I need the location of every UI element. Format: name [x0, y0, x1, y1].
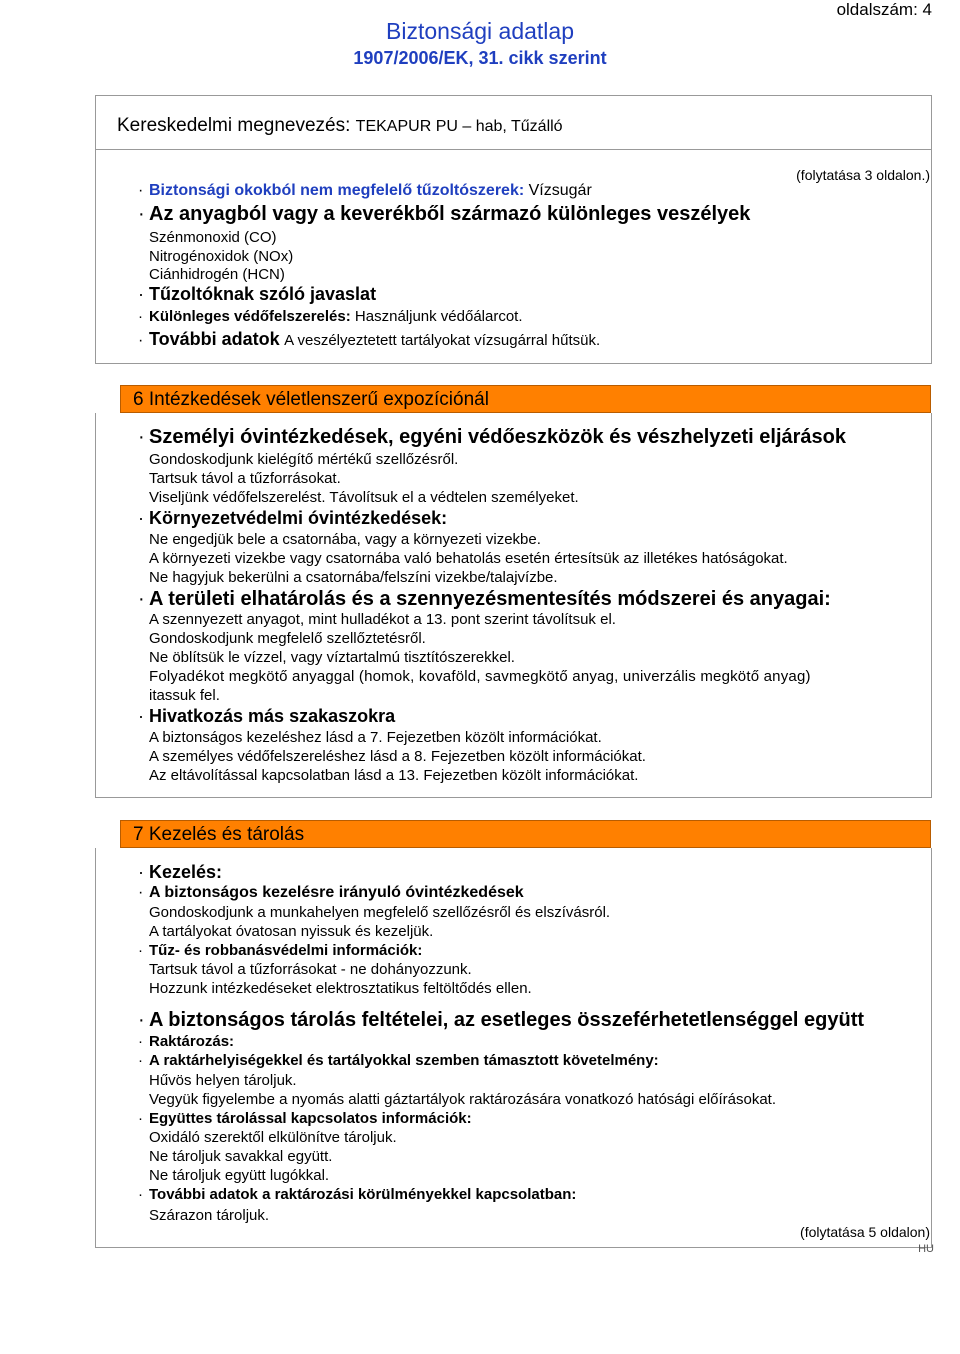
personal-item: Gondoskodjunk kielégítő mértékű szellőzésről.: [149, 451, 459, 468]
requirement-item: Hűvös helyen tároljuk.: [149, 1072, 297, 1089]
further-label: További adatok: [149, 329, 280, 349]
equipment-label: Különleges védőfelszerelés:: [149, 308, 351, 325]
cleanup-item: Ne öblítsük le vízzel, vagy víztartalmú tisztítószerekkel.: [149, 649, 515, 666]
joint-item: Oxidáló szerektől elkülönítve tároljuk.: [149, 1129, 397, 1146]
document-subtitle: 1907/2006/EK, 31. cikk szerint: [353, 48, 607, 68]
further-value: A veszélyeztetett tartályokat vízsugárral hűtsük.: [284, 332, 601, 349]
trade-name-value: TEKAPUR PU – hab, Tűzálló: [355, 118, 563, 135]
unsuitable-label: Biztonsági okokból nem megfelelő tűzoltószerek:: [149, 182, 525, 199]
further-storage-item: Szárazon tároljuk.: [149, 1207, 270, 1224]
continued-from-note: (folytatása 3 oldalon.): [796, 167, 930, 183]
cleanup-item: Folyadékot megkötő anyaggal (homok, kovaföld, savmegkötő anyag, univerzális megkötő anyag): [149, 668, 811, 685]
requirement-item: Vegyük figyelembe a nyomás alatti gáztartályok raktározására vonatkozó hatósági előírásokat.: [149, 1091, 777, 1108]
personal-precautions-heading: · Személyi óvintézkedések, egyéni védőeszközök és vészhelyzeti eljárások: [138, 426, 847, 448]
continued-on-note: (folytatása 5 oldalon): [800, 1224, 930, 1240]
reference-heading: · Hivatkozás más szakaszokra: [138, 706, 396, 726]
hazard-item: Szénmonoxid (CO): [149, 229, 277, 246]
storing-heading: · Raktározás:: [138, 1033, 235, 1050]
safe-item: Gondoskodjunk a munkahelyen megfelelő szellőzésről és elszívásról.: [149, 904, 611, 921]
cleanup-item: Gondoskodjunk megfelelő szellőztetésről.: [149, 630, 426, 647]
reference-item: Az eltávolítással kapcsolatban lásd a 13. Fejezetben közölt információkat.: [149, 767, 639, 784]
joint-item: Ne tároljuk savakkal együtt.: [149, 1148, 333, 1165]
safe-handling-heading: · A biztonságos kezelésre irányuló óvintézkedések: [138, 884, 524, 901]
cleanup-item: itassuk fel.: [149, 687, 220, 704]
section7-title-bar: [120, 820, 931, 848]
env-item: Ne hagyjuk bekerülni a csatornába/felszíni vizekbe/talajvízbe.: [149, 569, 558, 586]
special-hazards-heading: · Az anyagból vagy a keverékből származó különleges veszélyek: [138, 203, 751, 225]
section6-title: 6 Intézkedések véletlenszerű expozíciónál: [133, 389, 489, 410]
storage-requirements-heading: · A raktárhelyiségekkel és tartályokkal szemben támasztott követelmény:: [138, 1052, 659, 1069]
unsuitable-extinguishers: · Biztonsági okokból nem megfelelő tűzoltószerek: Vízsugár: [138, 182, 592, 199]
document-title: Biztonsági adatlap: [386, 18, 574, 44]
hazard-item: Ciánhidrogén (HCN): [149, 266, 285, 283]
reference-item: A személyes védőfelszereléshez lásd a 8. Fejezetben közölt információkat.: [149, 748, 646, 765]
trade-name-line: [117, 115, 563, 137]
fire-protection-heading: · Tűz- és robbanásvédelmi információk:: [138, 942, 423, 959]
reference-item: A biztonságos kezeléshez lásd a 7. Fejezetben közölt információkat.: [149, 729, 602, 746]
further-info: · További adatok A veszélyeztetett tartályokat vízsugárral hűtsük.: [138, 329, 601, 349]
special-equipment: · Különleges védőfelszerelés: Használjunk védőálarcot.: [138, 308, 523, 325]
section7-title: 7 Kezelés és tárolás: [133, 824, 305, 845]
unsuitable-value: Vízsugár: [528, 182, 592, 199]
section6-title-bar: [120, 385, 931, 413]
hazard-item: Nitrogénoxidok (NOx): [149, 248, 294, 265]
firefighter-advice-heading: · Tűzoltóknak szóló javaslat: [138, 284, 377, 304]
equipment-value: Használjunk védőálarcot.: [354, 308, 523, 325]
personal-item: Viseljünk védőfelszerelést. Távolítsuk el a védtelen személyeket.: [149, 489, 579, 506]
cleanup-item: A szennyezett anyagot, mint hulladékot a 13. pont szerint távolítsuk el.: [149, 611, 616, 628]
fire-item: Hozzunk intézkedéseket elektrosztatikus feltöltődés ellen.: [149, 980, 532, 997]
joint-storage-heading: · Együttes tárolással kapcsolatos információk:: [138, 1110, 472, 1127]
storage-conditions-heading: · A biztonságos tárolás feltételei, az esetleges összeférhetetlenséggel együtt: [138, 1009, 865, 1031]
page-number: oldalszám: 4: [836, 0, 932, 19]
language-code: HU: [918, 1243, 934, 1255]
trade-name-label: Kereskedelmi megnevezés:: [117, 115, 351, 136]
safe-item: A tartályokat óvatosan nyissuk és kezeljük.: [149, 923, 434, 940]
env-item: Ne engedjük bele a csatornába, vagy a környezeti vizekbe.: [149, 531, 541, 548]
env-item: A környezeti vizekbe vagy csatornába való behatolás esetén értesítsük az illetékes hatóságokat.: [149, 550, 788, 567]
personal-item: Tartsuk távol a tűzforrásokat.: [149, 470, 341, 487]
handling-heading: · Kezelés:: [138, 862, 223, 882]
env-precautions-heading: · Környezetvédelmi óvintézkedések:: [138, 508, 448, 528]
fire-item: Tartsuk távol a tűzforrásokat - ne dohányozzunk.: [149, 961, 472, 978]
further-storage-heading: · További adatok a raktározási körülményekkel kapcsolatban:: [138, 1186, 577, 1203]
joint-item: Ne tároljuk együtt lugókkal.: [149, 1167, 330, 1184]
cleanup-heading: · A területi elhatárolás és a szennyezésmentesítés módszerei és anyagai:: [138, 588, 831, 610]
